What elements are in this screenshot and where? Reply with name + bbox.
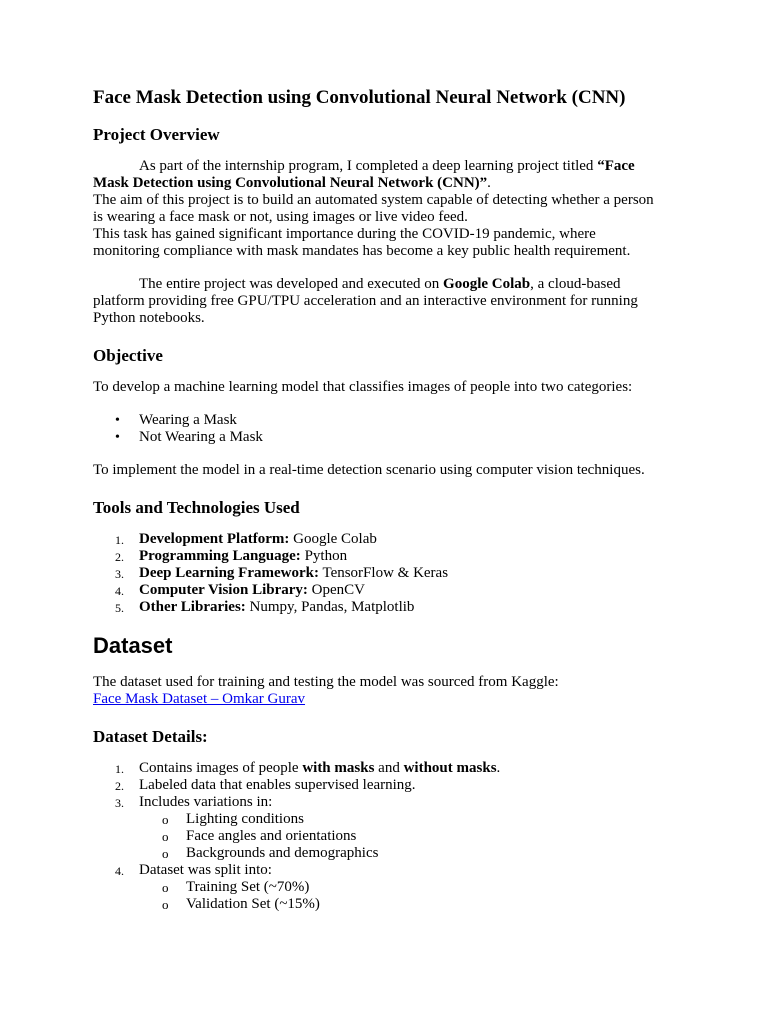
list-item: • Not Wearing a Mask <box>115 429 263 445</box>
list-item: 1. Development Platform: Google Colab <box>115 531 377 547</box>
objective-heading: Objective <box>93 346 163 365</box>
overview-paragraph-1 <box>93 158 683 260</box>
dataset-details-heading: Dataset Details: <box>93 727 208 746</box>
objective-outro: To implement the model in a real-time detection scenario using computer vision techniques. <box>93 462 645 478</box>
list-item: • Wearing a Mask <box>115 412 237 428</box>
sub-list-item: o Lighting conditions <box>162 811 304 827</box>
variations-sub-list <box>139 811 683 862</box>
bullet-marker: • <box>115 413 120 428</box>
project-title-bold: “Face <box>597 158 635 174</box>
list-item: 4. Dataset was split into: o Training Set (~70%) o Validation Set (~15%) <box>93 862 683 913</box>
document-page <box>93 86 683 913</box>
project-overview-heading: Project Overview <box>93 125 220 144</box>
split-sub-list <box>139 879 683 913</box>
overview-p1-line-1: As part of the internship program, I completed a deep learning project titled “Face <box>139 158 635 174</box>
document-title: Face Mask Detection using Convolutional Neural Network (CNN) <box>93 87 626 108</box>
dataset-intro: The dataset used for training and testing the model was sourced from Kaggle: Face Mask Dataset – Omkar Gurav <box>93 674 559 707</box>
dataset-details-list <box>93 760 683 913</box>
list-item: 5. Other Libraries: Numpy, Pandas, Matplotlib <box>115 599 415 615</box>
list-item: 4. Computer Vision Library: OpenCV <box>115 582 365 598</box>
overview-p2-line-3: Python notebooks. <box>93 310 205 326</box>
overview-p2-line-2: platform providing free GPU/TPU acceleration and an interactive environment for running <box>93 293 638 309</box>
dataset-heading: Dataset <box>93 633 173 658</box>
objective-intro: To develop a machine learning model that classifies images of people into two categories: <box>93 379 633 395</box>
bullet-marker: • <box>115 430 120 445</box>
objective-bullet-list <box>93 412 683 446</box>
list-item: 2. Programming Language: Python <box>115 548 348 564</box>
sub-list-item: o Training Set (~70%) <box>162 879 310 895</box>
overview-paragraph-2 <box>93 276 683 327</box>
list-item: 3. Includes variations in: o Lighting conditions o Face angles and orientations o Backgrounds and demographics <box>93 794 683 862</box>
list-item: 1. Contains images of people with masks and without masks. <box>115 760 501 776</box>
tools-heading: Tools and Technologies Used <box>93 498 300 517</box>
project-title-bold-continued: Mask Detection using Convolutional Neural Network (CNN)” <box>93 175 488 191</box>
overview-p2-line-1: The entire project was developed and executed on Google Colab, a cloud-based <box>139 276 621 292</box>
tools-numbered-list <box>93 531 683 616</box>
list-item: 2. Labeled data that enables supervised learning. <box>115 777 416 793</box>
list-item: 3. Deep Learning Framework: TensorFlow & Keras <box>115 565 449 581</box>
kaggle-dataset-link[interactable]: Face Mask Dataset – Omkar Gurav <box>93 691 306 707</box>
sub-list-item: o Validation Set (~15%) <box>162 896 320 912</box>
overview-p1-line-5: This task has gained significant importance during the COVID-19 pandemic, where <box>93 226 596 242</box>
overview-p1-line-2: Mask Detection using Convolutional Neural Network (CNN)”. <box>93 175 491 191</box>
google-colab-bold: Google Colab <box>443 276 531 292</box>
overview-p1-line-6: monitoring compliance with mask mandates has become a key public health requirement. <box>93 243 631 259</box>
overview-p1-line-3: The aim of this project is to build an automated system capable of detecting whether a person <box>93 192 654 208</box>
overview-p1-line-4: is wearing a face mask or not, using images or live video feed. <box>93 209 468 225</box>
sub-list-item: o Backgrounds and demographics <box>162 845 379 861</box>
sub-list-item: o Face angles and orientations <box>162 828 357 844</box>
